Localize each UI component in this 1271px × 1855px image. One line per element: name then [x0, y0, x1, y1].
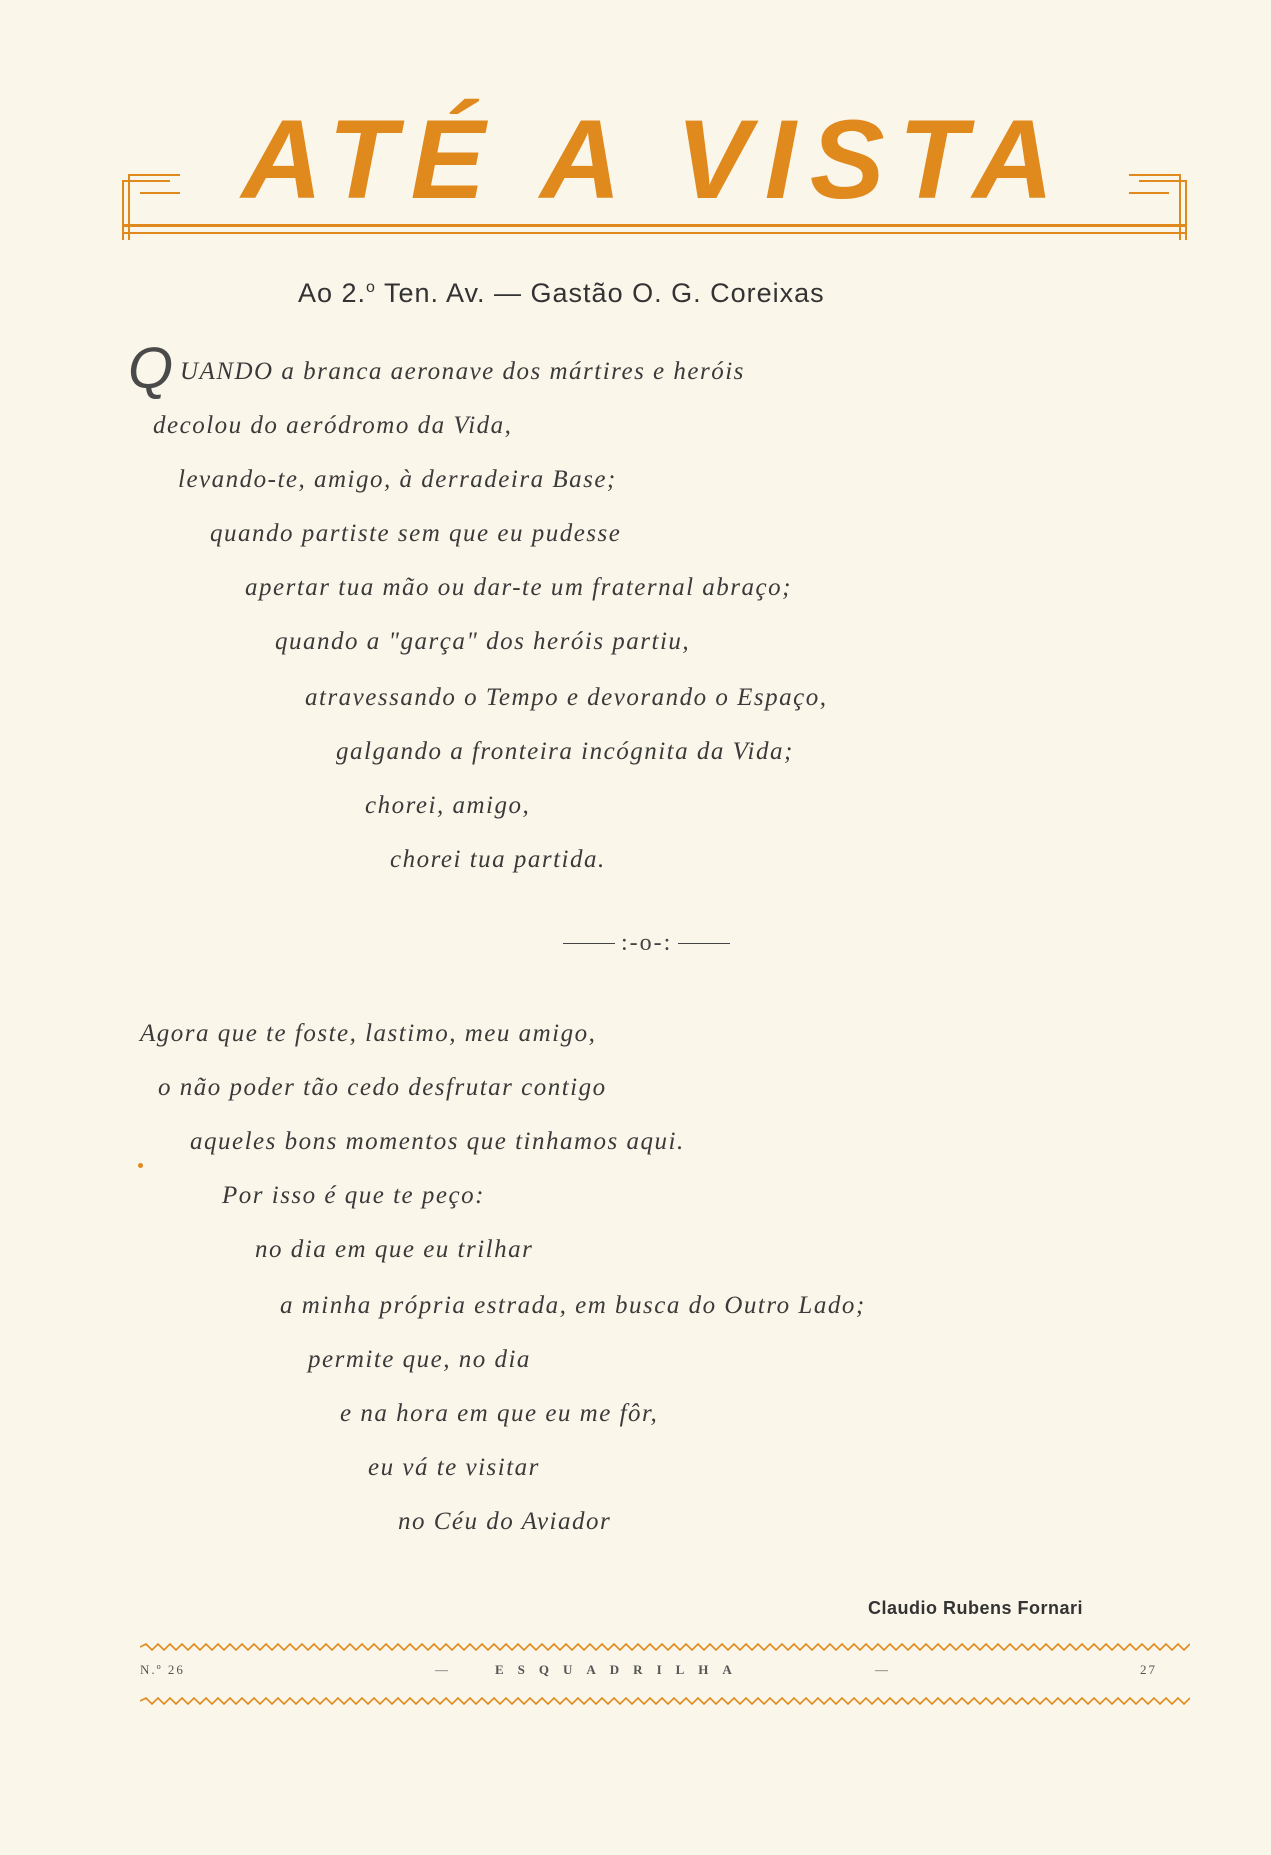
- poem-line: galgando a fronteira incógnita da Vida;: [336, 738, 794, 765]
- poem-line: eu vá te visitar: [368, 1454, 540, 1481]
- poem-line: no Céu do Aviador: [398, 1508, 612, 1535]
- poem-line: atravessando o Tempo e devorando o Espaço,: [305, 684, 828, 711]
- page-title: ATÉ A VISTA: [241, 97, 1068, 222]
- poem-line: apertar tua mão ou dar-te um fraternal abraço;: [245, 574, 792, 601]
- poem-line: Por isso é que te peço:: [222, 1182, 485, 1209]
- dedication: [298, 278, 825, 309]
- author-signature: Claudio Rubens Fornari: [868, 1598, 1084, 1618]
- poem-line: Agora que te foste, lastimo, meu amigo,: [140, 1020, 597, 1047]
- poem-line: quando a "garça" dos heróis partiu,: [275, 628, 691, 655]
- poem-line: e na hora em que eu me fôr,: [340, 1400, 659, 1427]
- footer-wave-top: [140, 1640, 1190, 1654]
- ink-speck: [138, 1163, 143, 1168]
- title-block: [122, 97, 1187, 250]
- separator-dash-right: [678, 943, 730, 944]
- poem-line: permite que, no dia: [308, 1346, 531, 1373]
- poem-line: a minha própria estrada, em busca do Outro Lado;: [280, 1292, 866, 1319]
- poem-line: o não poder tão cedo desfrutar contigo: [158, 1074, 607, 1101]
- title-rule-lower: [122, 232, 1187, 234]
- footer-dash-left: —: [435, 1662, 450, 1677]
- footer: [140, 1662, 1190, 1686]
- separator-dash-left: [563, 943, 615, 944]
- footer-page-number: 27: [1140, 1662, 1157, 1677]
- dedication-ordinal: o: [366, 279, 376, 296]
- poem-line: aqueles bons momentos que tinhamos aqui.: [190, 1128, 685, 1155]
- footer-wave-bottom: [140, 1694, 1190, 1708]
- footer-dash-right: —: [875, 1662, 890, 1677]
- footer-issue-number: N.º 26: [140, 1662, 185, 1677]
- poem-line: chorei tua partida.: [390, 846, 606, 873]
- title-frame-right: [1117, 162, 1187, 242]
- poem-line: chorei, amigo,: [365, 792, 531, 819]
- poem-line: quando partiste sem que eu pudesse: [210, 520, 622, 547]
- separator-mark: :-o-:: [621, 930, 673, 956]
- dedication-prefix: Ao 2.: [298, 278, 367, 308]
- title-frame-left: [122, 162, 192, 242]
- stanza-separator: [563, 930, 730, 957]
- poem-line: UANDO a branca aeronave dos mártires e heróis: [180, 358, 745, 385]
- title-rule-upper: [122, 224, 1187, 227]
- footer-magazine-name: ESQUADRILHA: [495, 1662, 746, 1677]
- poem-line: no dia em que eu trilhar: [255, 1236, 534, 1263]
- poem-line: decolou do aeródromo da Vida,: [153, 412, 513, 439]
- drop-cap: Q: [128, 336, 174, 401]
- poem-line: levando-te, amigo, à derradeira Base;: [178, 466, 617, 493]
- dedication-rest: Ten. Av. — Gastão O. G. Coreixas: [375, 278, 825, 308]
